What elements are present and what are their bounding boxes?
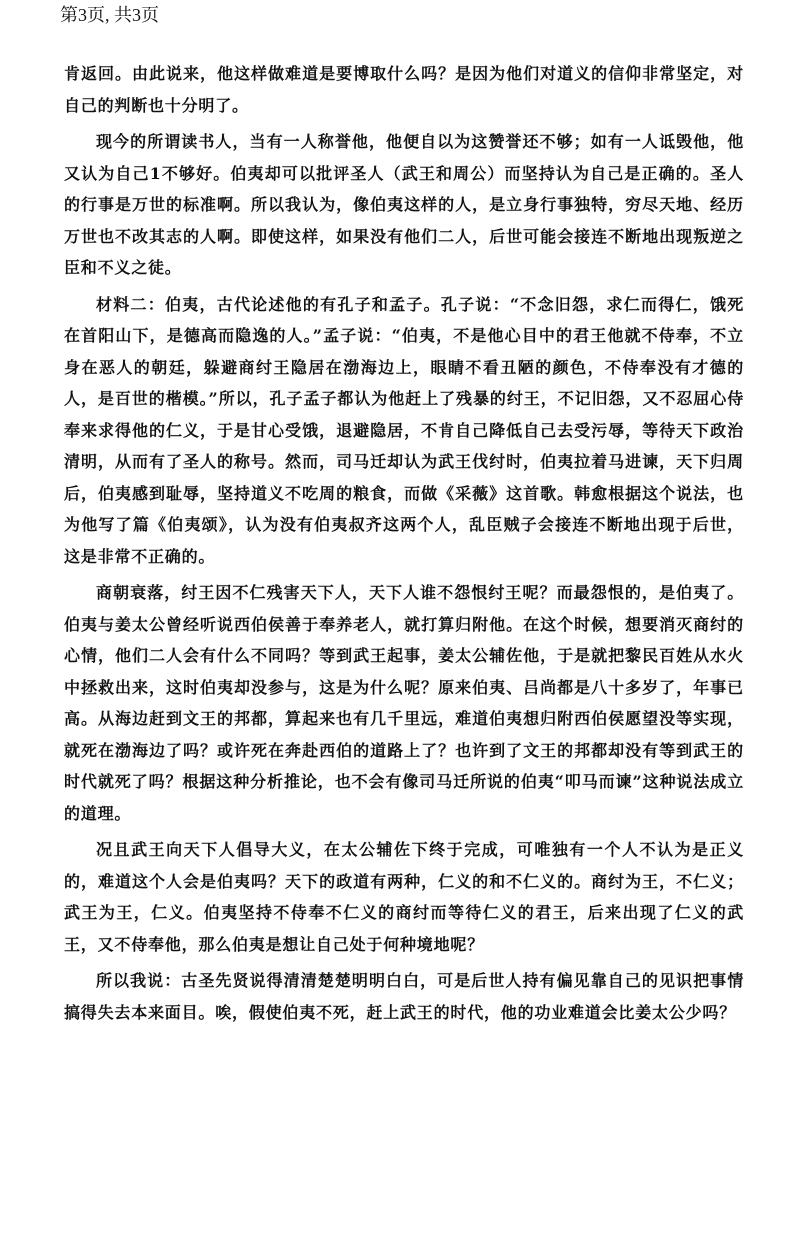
page-indicator: 第3页, 共3页 [60, 5, 159, 25]
document-body [64, 58, 744, 1028]
paragraph-5: 况且武王向天下人倡导大义，在太公辅佐下终于完成，可唯独有一个人不认为是正义的，难道这个人会是伯夷吗？天下的政道有两种，仁义的和不仁义的。商纣为王，不仁义；武王为王，仁义。伯夷坚持不侍奉不仁义的商纣而等待仁义的君王，后来出现了仁义的武王，又不侍奉他，那么伯夷是想让自己处于何种境地呢？ [64, 840, 744, 954]
paragraph-6: 所以我说：古圣先贤说得清清楚楚明明白白，可是后世人持有偏见靠自己的见识把事情搞得失去本来面目。唉，假使伯夷不死，赶上武王的时代，他的功业难道会比姜太公少吗？ [64, 971, 744, 1022]
paragraph-2: 现今的所谓读书人，当有一人称誉他，他便自以为这赞誉还不够；如有一人诋毁他，他又认为自己1不够好。伯夷却可以批评圣人（武王和周公）而坚持认为自己是正确的。圣人的行事是万世的标准啊。所以我认为，像伯夷这样的人，是立身行事独特，穷尽天地、经历万世也不改其志的人啊。即使这样，如果没有他们二人，后世可能会接连不断地出现叛逆之臣和不义之徒。 [64, 132, 744, 277]
paragraph-1: 肯返回。由此说来，他这样做难道是要博取什么吗？是因为他们对道义的信仰非常坚定，对自己的判断也十分明了。 [64, 64, 744, 115]
paragraph-4: 商朝衰落，纣王因不仁残害天下人，天下人谁不怨恨纣王呢？而最怨恨的，是伯夷了。伯夷与姜太公曾经听说西伯侯善于奉养老人，就打算归附他。在这个时候，想要消灭商纣的心情，他们二人会有什么不同吗？等到武王起事，姜太公辅佐他，于是就把黎民百姓从水火中拯救出来，这时伯夷却没参与，这是为什么呢？原来伯夷、吕尚都是八十多岁了，年事已高。从海边赶到文王的邦都，算起来也有几千里远，难道伯夷想归附西伯侯愿望没等实现，就死在渤海边了吗？或许死在奔赴西伯的道路上了？也许到了文王的邦都却没有等到武王的时代就死了吗？根据这种分析推论，也不会有像司马迁所说的伯夷“叩马而谏”这种说法成立的道理。 [64, 583, 744, 823]
paragraph-3: 材料二：伯夷，古代论述他的有孔子和孟子。孔子说：“不念旧怨，求仁而得仁，饿死在首阳山下，是德高而隐逸的人。”孟子说：“伯夷，不是他心目中的君王他就不侍奉，不立身在恶人的朝廷，躲避商纣王隐居在渤海边上，眼睛不看丑陋的颜色，不侍奉没有才德的人，是百世的楷模。”所以，孔子孟子都认为他赶上了残暴的纣王，不记旧怨，又不忍屈心侍奉来求得他的仁义，于是甘心受饿，退避隐居，不肯自己降低自己去受污辱，等待天下政治清明，从而有了圣人的称号。然而，司马迁却认为武王伐纣时，伯夷拉着马进谏，天下归周后，伯夷感到耻辱，坚持道义不吃周的粮食，而做《采薇》这首歌。韩愈根据这个说法，也为他写了篇《伯夷颂》，认为没有伯夷叔齐这两个人，乱臣贼子会接连不断地出现于后世，这是非常不正确的。 [64, 294, 744, 566]
